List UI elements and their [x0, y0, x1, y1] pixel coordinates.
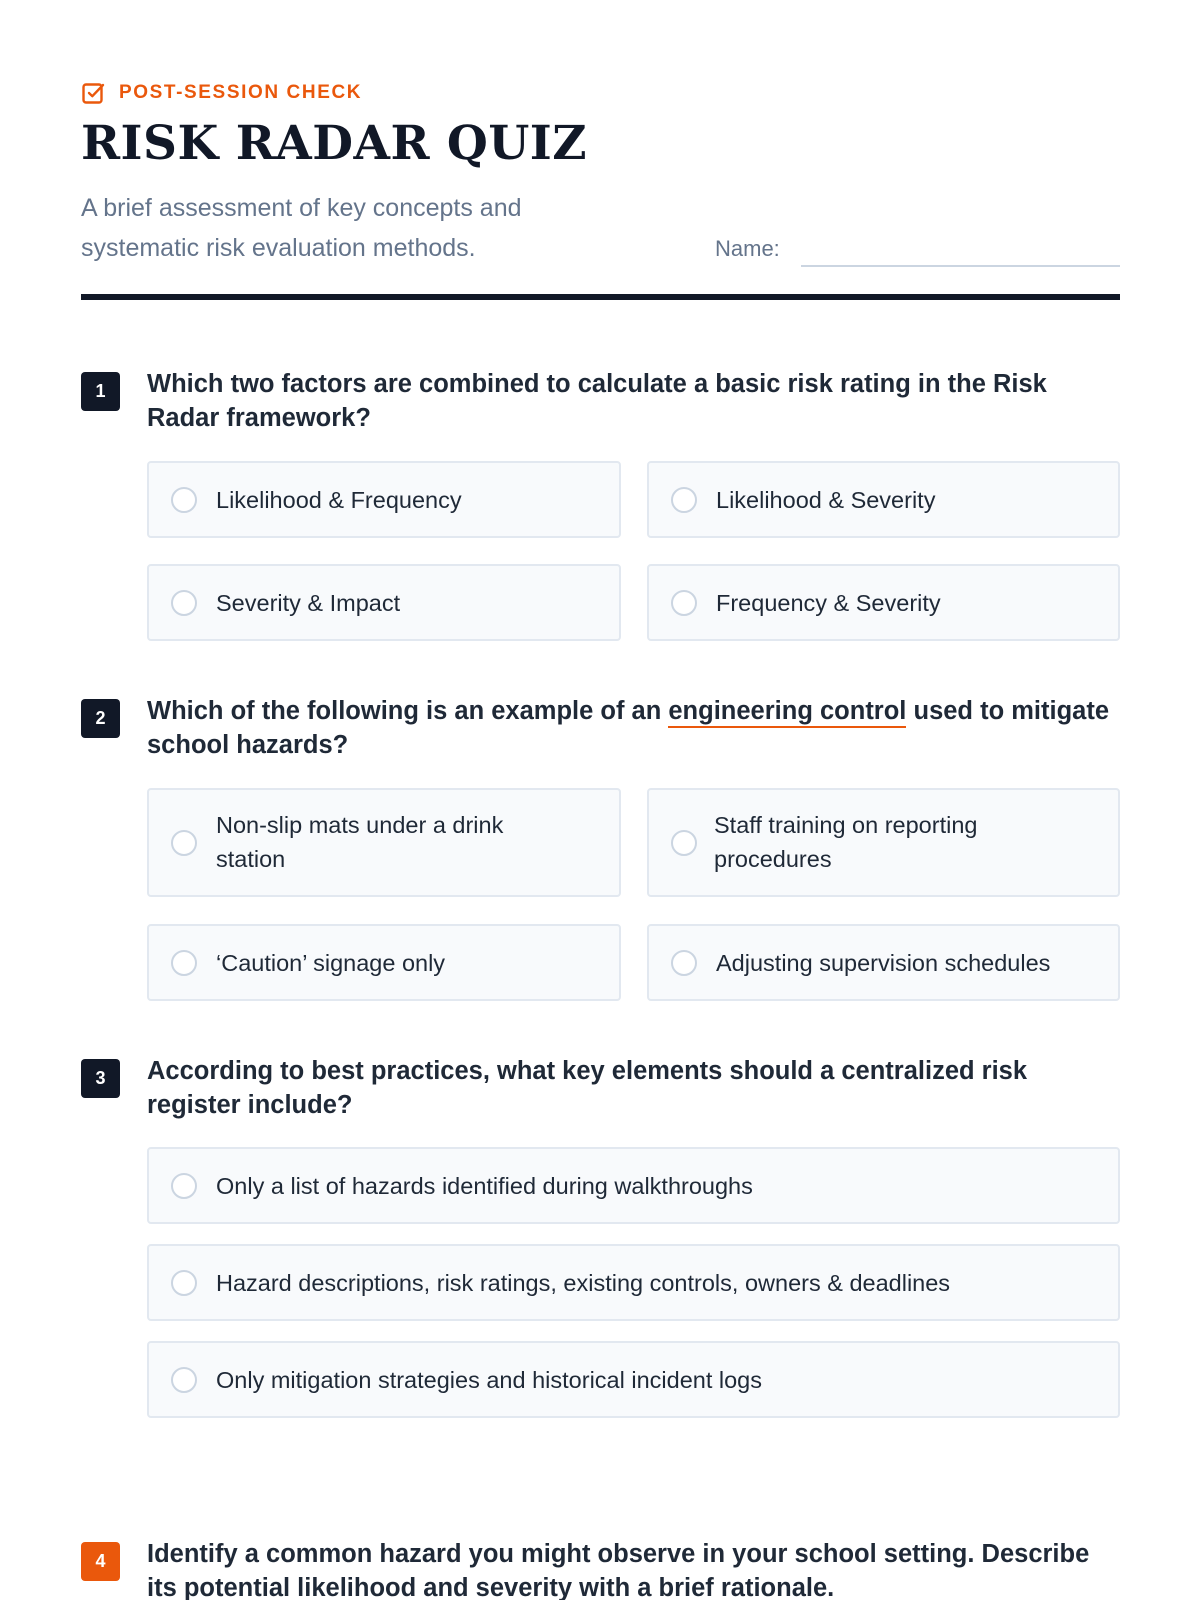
- radio-button[interactable]: [171, 1173, 197, 1199]
- page-title: RISK RADAR QUIZ: [81, 116, 588, 171]
- question-text-part: used to mitigate school hazards?: [147, 697, 1110, 759]
- radio-button[interactable]: [671, 950, 697, 976]
- question-text-part: Which of the following is an example of an: [147, 697, 669, 725]
- question-number: 3: [81, 1059, 120, 1098]
- question-text: According to best practices, what key elements should a centralized risk register include?: [147, 1057, 1028, 1119]
- option-label: Frequency & Severity: [716, 589, 941, 616]
- option-label: ‘Caution’ signage only: [216, 949, 446, 976]
- option-label: Only mitigation strategies and historical incident logs: [216, 1366, 762, 1393]
- option-3a[interactable]: [147, 1147, 1120, 1224]
- radio-button[interactable]: [171, 950, 197, 976]
- option-1d[interactable]: [647, 564, 1120, 641]
- option-3b[interactable]: [147, 1244, 1120, 1321]
- radio-button[interactable]: [671, 487, 697, 513]
- option-label: Only a list of hazards identified during walkthroughs: [216, 1172, 753, 1199]
- radio-button[interactable]: [671, 590, 697, 616]
- option-label: Likelihood & Frequency: [216, 486, 462, 513]
- question-text: [147, 694, 1120, 762]
- option-label: Likelihood & Severity: [716, 486, 936, 513]
- checkbox-icon: [81, 81, 105, 105]
- radio-button[interactable]: [171, 830, 197, 856]
- question-text: Which two factors are combined to calculate a basic risk rating in the Risk Radar framework?: [147, 370, 1047, 432]
- option-label: Hazard descriptions, risk ratings, existing controls, owners & deadlines: [216, 1269, 951, 1296]
- name-field[interactable]: [715, 226, 1120, 268]
- option-2b[interactable]: [647, 788, 1120, 897]
- question-number: 1: [81, 372, 120, 411]
- header-divider: [81, 294, 1120, 300]
- radio-button[interactable]: [171, 487, 197, 513]
- radio-button[interactable]: [171, 590, 197, 616]
- option-2c[interactable]: [147, 924, 621, 1001]
- option-3c[interactable]: [147, 1341, 1120, 1418]
- option-2a[interactable]: [147, 788, 621, 897]
- radio-button[interactable]: [171, 1270, 197, 1296]
- option-label: Severity & Impact: [216, 589, 401, 616]
- question-text: Identify a common hazard you might observe in your school setting. Describe its potential likelihood and severity with a brief rationale.: [147, 1540, 1090, 1600]
- option-1a[interactable]: [147, 461, 621, 538]
- option-1c[interactable]: [147, 564, 621, 641]
- name-label: Name:: [715, 236, 780, 261]
- eyebrow-label: POST-SESSION CHECK: [119, 82, 363, 103]
- option-2d[interactable]: [647, 924, 1120, 1001]
- option-label: Non-slip mats under a drink station: [216, 812, 504, 872]
- name-input-line[interactable]: [801, 265, 1120, 267]
- question-number: 4: [81, 1542, 120, 1581]
- option-1b[interactable]: [647, 461, 1120, 538]
- option-label: Adjusting supervision schedules: [716, 949, 1051, 976]
- eyebrow: [81, 80, 362, 106]
- highlighted-term: engineering control: [668, 697, 906, 728]
- page-subtitle: A brief assessment of key concepts and systematic risk evaluation methods.: [81, 194, 522, 262]
- question-number: 2: [81, 699, 120, 738]
- radio-button[interactable]: [171, 1367, 197, 1393]
- radio-button[interactable]: [671, 830, 697, 856]
- option-label: Staff training on reporting procedures: [714, 812, 978, 872]
